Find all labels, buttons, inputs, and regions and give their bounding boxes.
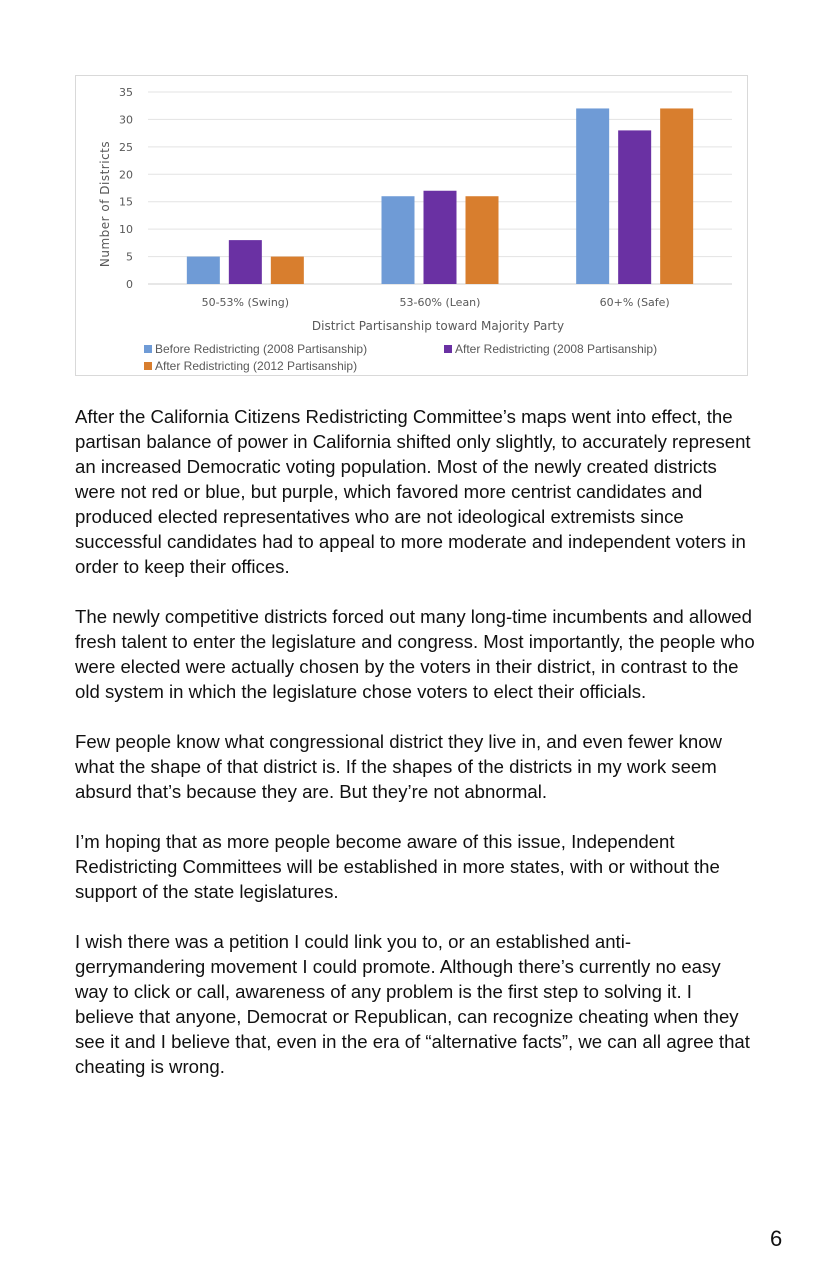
y-axis-ticks — [119, 86, 133, 291]
x-tick-label: 50-53% (Swing) — [201, 296, 290, 309]
bar — [618, 130, 651, 284]
legend-swatch — [144, 362, 152, 370]
y-tick-label: 25 — [119, 140, 133, 154]
legend-item-after-2008 — [444, 341, 657, 358]
legend-label: After Redistricting (2012 Partisanship) — [155, 359, 358, 373]
legend-item-before-2008 — [144, 341, 444, 358]
x-axis-categories — [202, 296, 670, 309]
bar — [187, 257, 220, 284]
x-tick-label: 53-60% (Lean) — [399, 296, 481, 309]
y-tick-label: 10 — [119, 223, 133, 237]
legend-item-after-2012 — [144, 358, 357, 375]
paragraph: I’m hoping that as more people become aware of this issue, Independent Redistricting Committees will be established in more states, with or without the support of the state legislatures. — [75, 831, 720, 902]
x-axis-label: District Partisanship toward Majority Party — [311, 319, 565, 333]
bar — [271, 257, 304, 284]
bar — [576, 108, 609, 284]
chart-legend — [144, 341, 744, 375]
legend-label: After Redistricting (2008 Partisanship) — [455, 342, 658, 356]
y-tick-label: 20 — [119, 168, 133, 182]
page-number: 6 — [770, 1226, 783, 1251]
paragraph: I wish there was a petition I could link you to, or an established anti-gerrymandering movement I could promote. Although there’s currently no easy way to click or call, awareness of any problem is the first step to solving it. I believe that anyone, Democrat or Republican, can recognize cheating when they see it and I believe that, even in the era of “alternative facts”, we can all agree that cheating is wrong. — [75, 931, 750, 1077]
bar-chart — [76, 76, 749, 377]
bar — [424, 191, 457, 284]
bar — [382, 196, 415, 284]
y-tick-label: 5 — [126, 250, 133, 264]
paragraph: After the California Citizens Redistricting Committee’s maps went into effect, the partisan balance of power in California shifted only slightly, to accurately represent an increased Democratic voting population. Most of the newly created districts were not red or blue, but purple, which favored more centrist candidates and produced elected representatives who are not ideological extremists since successful candidates had to appeal to more moderate and independent voters in order to keep their offices. — [75, 406, 751, 577]
legend-label: Before Redistricting (2008 Partisanship) — [155, 342, 368, 356]
bars — [187, 108, 693, 284]
y-axis-label: Number of Districts — [98, 140, 112, 268]
paragraph: The newly competitive districts forced out many long-time incumbents and allowed fresh talent to enter the legislature and congress. Most importantly, the people who were elected were actually chosen by the voters in their district, in contrast to the old system in which the legislature chose voters to elect their officials. — [75, 606, 755, 702]
x-tick-label: 60+% (Safe) — [599, 296, 670, 309]
y-tick-label: 15 — [119, 195, 133, 209]
legend-swatch — [444, 345, 452, 353]
chart-figure — [75, 75, 748, 376]
bar — [660, 108, 693, 284]
article-body — [75, 404, 755, 1104]
paragraph: Few people know what congressional district they live in, and even fewer know what the shape of that district is. If the shapes of the districts in my work seem absurd that’s because they are. But they’re not abnormal. — [75, 731, 722, 802]
legend-swatch — [144, 345, 152, 353]
y-tick-label: 30 — [119, 113, 133, 127]
y-tick-label: 0 — [126, 278, 133, 291]
bar — [229, 240, 262, 284]
y-tick-label: 35 — [119, 86, 133, 99]
bar — [466, 196, 499, 284]
